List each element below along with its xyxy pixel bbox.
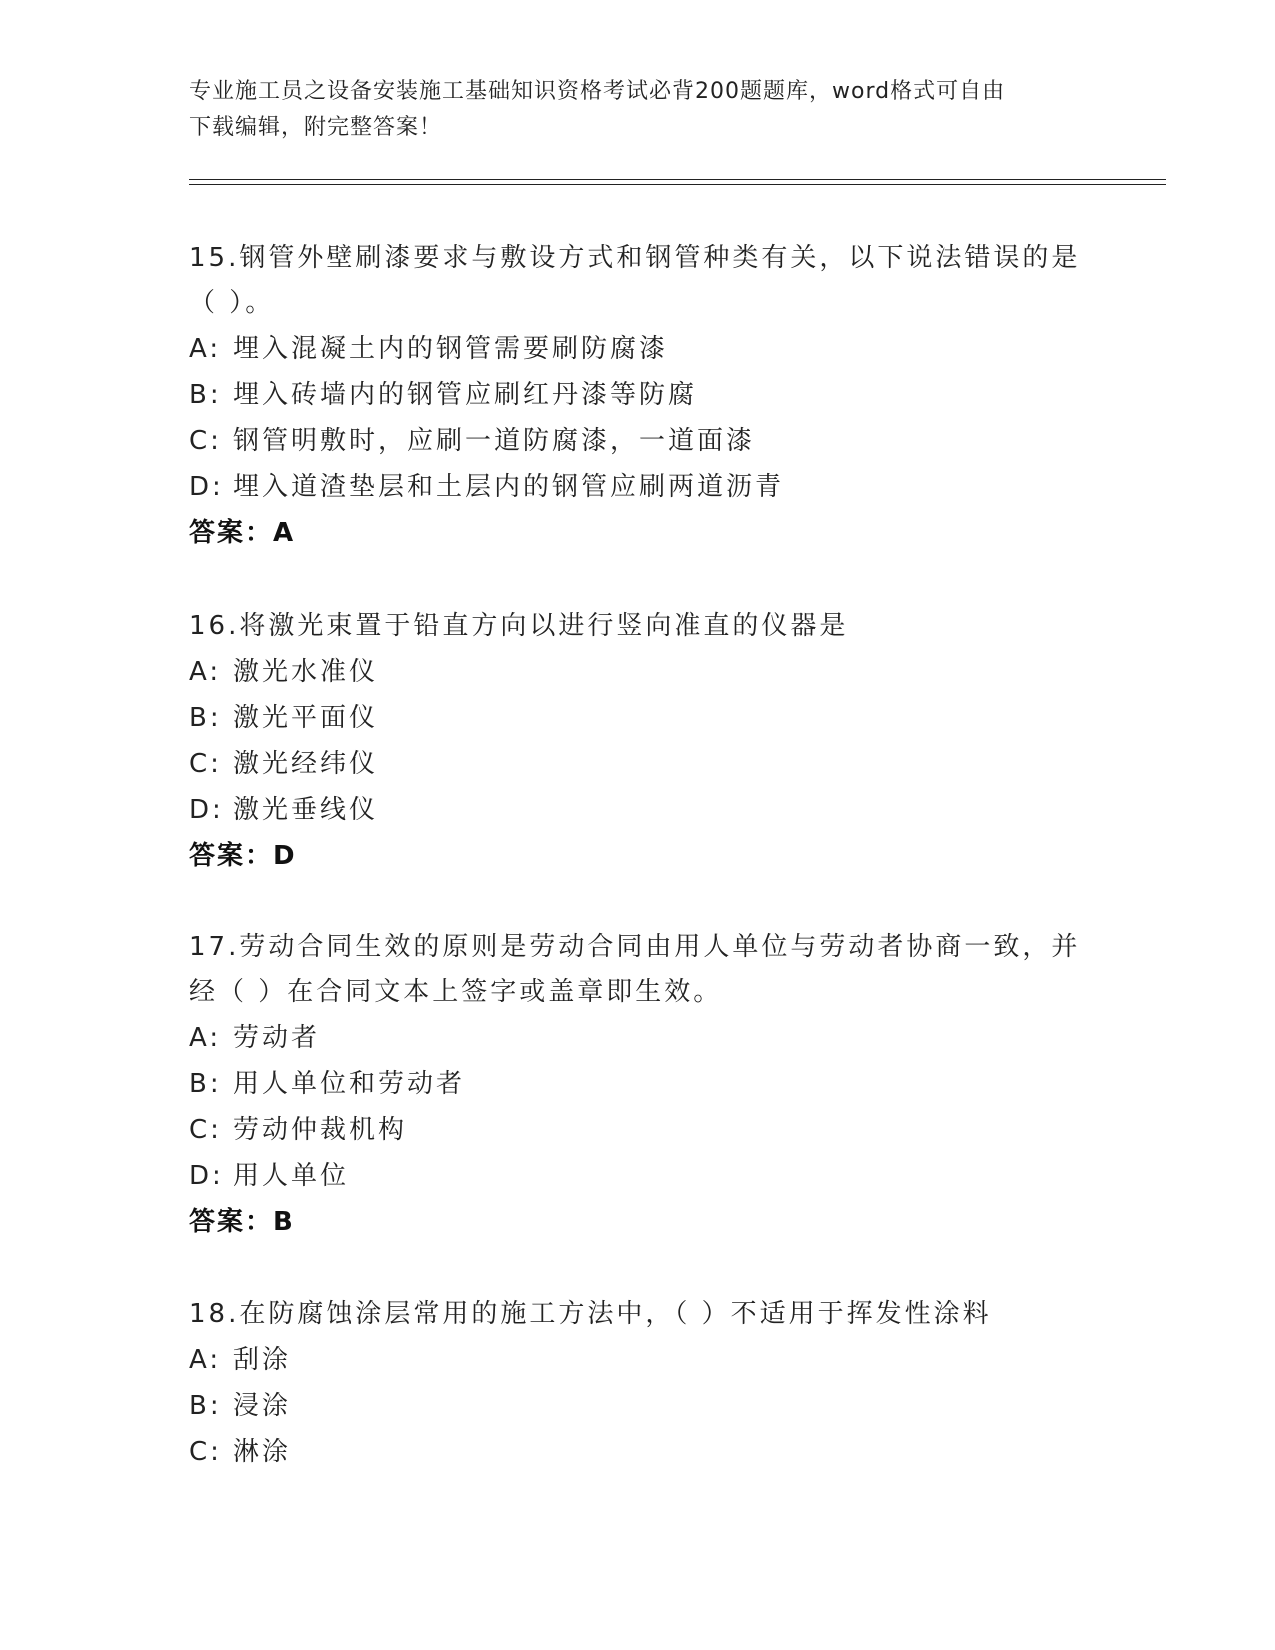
option-text: 埋入混凝土内的钢管需要刷防腐漆 [233, 334, 669, 364]
option-letter: B: [189, 380, 222, 410]
option-letter: D: [189, 472, 224, 502]
header-divider-bottom [189, 184, 1166, 185]
option-text: 激光平面仪 [233, 703, 379, 733]
option-a [189, 649, 1089, 695]
option-text: 浸涂 [233, 1391, 292, 1421]
option-d [189, 787, 1089, 833]
question-stem: 15.钢管外壁刷漆要求与敷设方式和钢管种类有关，以下说法错误的是 [189, 243, 1081, 273]
option-text: 激光垂线仪 [233, 795, 379, 825]
option-text: 刮涂 [233, 1345, 292, 1375]
answer-line: 答案：D [189, 841, 297, 871]
option-letter: D: [189, 1161, 224, 1191]
option-a [189, 1015, 1089, 1061]
option-c [189, 741, 1089, 787]
question-stem: 16.将激光束置于铅直方向以进行竖向准直的仪器是 [189, 611, 849, 641]
option-letter: C: [189, 749, 222, 779]
option-text: 用人单位 [233, 1161, 350, 1191]
option-letter: C: [189, 1437, 222, 1467]
option-letter: C: [189, 1115, 222, 1145]
question-17 [189, 925, 1089, 1245]
header-divider-top [189, 179, 1166, 180]
option-b [189, 1061, 1089, 1107]
option-text: 埋入道渣垫层和土层内的钢管应刷两道沥青 [233, 472, 785, 502]
document-header [189, 74, 1089, 146]
option-text: 淋涂 [233, 1437, 292, 1467]
option-a [189, 1337, 1089, 1383]
option-letter: D: [189, 795, 224, 825]
option-letter: B: [189, 703, 222, 733]
option-a [189, 326, 1089, 372]
question-stem-continued: （ ）。 [189, 288, 275, 318]
header-line-2: 下载编辑，附完整答案！ [189, 115, 443, 140]
option-letter: B: [189, 1069, 222, 1099]
question-stem: 17.劳动合同生效的原则是劳动合同由用人单位与劳动者协商一致，并 [189, 932, 1081, 962]
option-b [189, 372, 1089, 418]
option-letter: A: [189, 334, 222, 364]
answer-line: 答案：B [189, 1207, 295, 1237]
question-16 [189, 604, 1089, 879]
option-text: 用人单位和劳动者 [233, 1069, 466, 1099]
option-text: 劳动者 [233, 1023, 321, 1053]
option-c [189, 1107, 1089, 1153]
question-stem-continued: 经（ ）在合同文本上签字或盖章即生效。 [189, 977, 723, 1007]
option-letter: A: [189, 657, 222, 687]
answer-line: 答案：A [189, 518, 296, 548]
option-d [189, 1153, 1089, 1199]
option-c [189, 1429, 1089, 1475]
option-letter: C: [189, 426, 222, 456]
option-d [189, 464, 1089, 510]
option-text: 钢管明敷时，应刷一道防腐漆，一道面漆 [233, 426, 756, 456]
option-text: 劳动仲裁机构 [233, 1115, 408, 1145]
option-text: 埋入砖墙内的钢管应刷红丹漆等防腐 [233, 380, 698, 410]
option-text: 激光经纬仪 [233, 749, 379, 779]
question-18 [189, 1292, 1089, 1475]
header-line-1: 专业施工员之设备安装施工基础知识资格考试必背200题题库，word格式可自由 [189, 79, 1006, 104]
option-b [189, 695, 1089, 741]
question-stem: 18.在防腐蚀涂层常用的施工方法中，（ ）不适用于挥发性涂料 [189, 1299, 992, 1329]
option-text: 激光水准仪 [233, 657, 379, 687]
option-b [189, 1383, 1089, 1429]
option-letter: A: [189, 1023, 222, 1053]
option-letter: A: [189, 1345, 222, 1375]
option-c [189, 418, 1089, 464]
question-15 [189, 236, 1089, 556]
option-letter: B: [189, 1391, 222, 1421]
